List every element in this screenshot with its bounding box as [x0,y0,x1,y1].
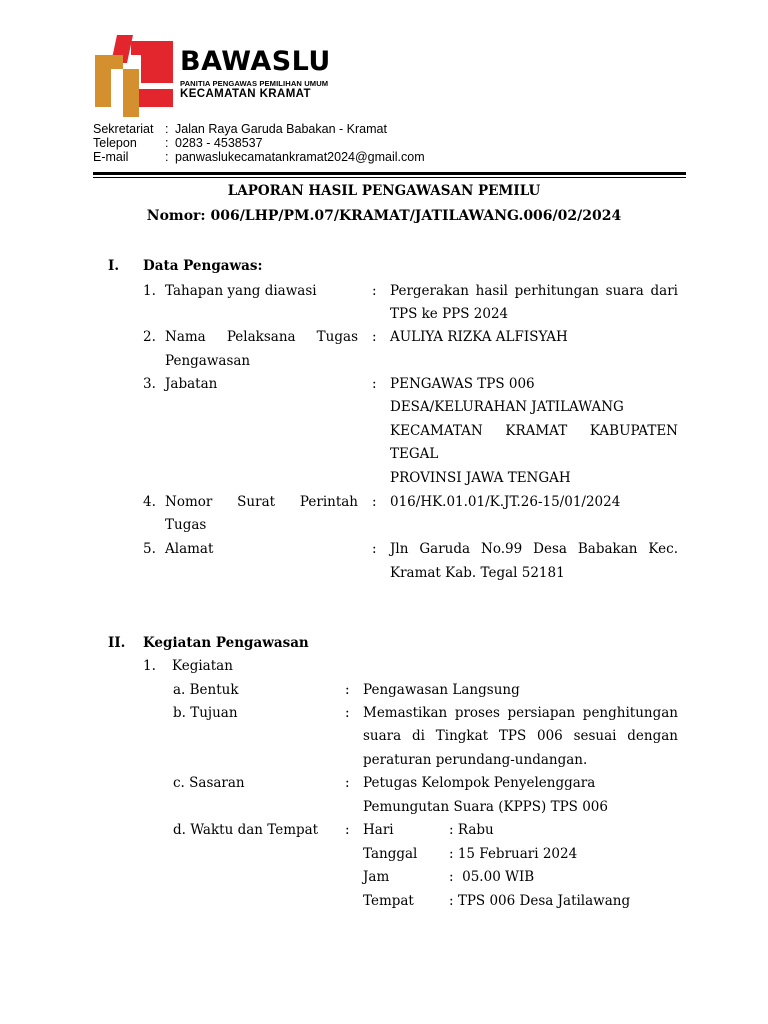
item-label: Pengawasan [165,353,251,369]
item-number: 3. [143,376,156,392]
contact-label-secretariat: Sekretariat [93,122,154,136]
item-sep: : [372,541,377,557]
activity-label: b. Tujuan [173,705,238,721]
activity-value-line: Pengawasan Langsung [363,682,520,698]
item-sep: : [372,329,377,345]
item-value-line: TEGAL [390,446,439,462]
item-value: 016/HK.01.01/K.JT.26-15/01/2024 [390,494,621,510]
item-label: Alamat [165,541,214,557]
sub-item-label: Kegiatan [172,658,233,674]
item-sep: : [372,283,377,299]
schedule-value: : Rabu [449,822,494,838]
brand-subtitle: PANITIA PENGAWAS PEMILIHAN UMUM [180,79,329,88]
letterhead-rule-thick [93,172,686,175]
activity-value-line: suara di Tingkat TPS 006 sesuai dengan [363,728,678,744]
item-label: Tahapan yang diawasi [165,283,317,299]
item-label: Nama Pelaksana Tugas [165,329,358,345]
sub-item-number: 1. [143,658,156,674]
activity-label: d. Waktu dan Tempat [173,822,319,838]
activity-value-line: Memastikan proses persiapan penghitungan [363,705,678,721]
activity-sep: : [345,822,350,838]
section-1-heading: Data Pengawas: [143,258,263,274]
activity-sep: : [345,682,350,698]
schedule-value: : TPS 006 Desa Jatilawang [449,893,631,909]
activity-value-line: Pemungutan Suara (KPPS) TPS 006 [363,799,608,815]
item-value-line: PENGAWAS TPS 006 [390,376,535,392]
item-value: AULIYA RIZKA ALFISYAH [390,329,568,345]
bawaslu-logo-icon [93,33,175,117]
report-title: LAPORAN HASIL PENGAWASAN PEMILU [227,183,541,199]
item-label: Jabatan [165,376,218,392]
item-label: Tugas [165,517,207,533]
activity-label: c. Sasaran [173,775,245,791]
section-2-heading: Kegiatan Pengawasan [143,635,309,651]
schedule-label: Jam [363,869,390,885]
item-sep: : [372,376,377,392]
brand-name: BAWASLU [180,46,331,77]
item-value-line: Jln Garuda No.99 Desa Babakan Kec. [390,541,678,557]
schedule-label: Tempat [363,893,414,909]
item-value-line: Pergerakan hasil perhitungan suara dari [390,283,678,299]
brand-unit: KECAMATAN KRAMAT [180,88,311,100]
activity-label: a. Bentuk [173,682,239,698]
item-number: 2. [143,329,156,345]
contact-label-email: E-mail [93,150,129,164]
contact-sep: : [165,150,169,164]
section-2-numeral: II. [108,635,126,651]
letterhead-rule-thin [93,177,686,178]
contact-label-phone: Telepon [93,136,137,150]
item-value-line: KECAMATAN KRAMAT KABUPATEN [390,423,678,439]
item-value-line: TPS ke PPS 2024 [390,306,509,322]
contact-sep: : [165,122,169,136]
report-number: Nomor: 006/LHP/PM.07/KRAMAT/JATILAWANG.006/02/2024 [146,208,622,224]
contact-value-email: panwaslukecamatankramat2024@gmail.com [175,150,425,164]
contact-value-phone: 0283 - 4538537 [175,136,263,150]
contact-value-secretariat: Jalan Raya Garuda Babakan - Kramat [175,122,387,136]
contact-sep: : [165,136,169,150]
item-value-line: Kramat Kab. Tegal 52181 [390,565,565,581]
item-label: Nomor Surat Perintah [165,494,358,510]
item-number: 1. [143,283,156,299]
item-number: 4. [143,494,156,510]
item-value-line: DESA/KELURAHAN JATILAWANG [390,399,624,415]
activity-sep: : [345,705,350,721]
activity-value-line: peraturan perundang-undangan. [363,752,588,768]
schedule-label: Hari [363,822,394,838]
schedule-label: Tanggal [363,846,418,862]
schedule-value: : 05.00 WIB [449,869,535,885]
item-value-line: PROVINSI JAWA TENGAH [390,470,571,486]
schedule-value: : 15 Februari 2024 [449,846,578,862]
item-number: 5. [143,541,156,557]
activity-sep: : [345,775,350,791]
activity-value-line: Petugas Kelompok Penyelenggara [363,775,596,791]
item-sep: : [372,494,377,510]
section-1-numeral: I. [108,258,120,274]
